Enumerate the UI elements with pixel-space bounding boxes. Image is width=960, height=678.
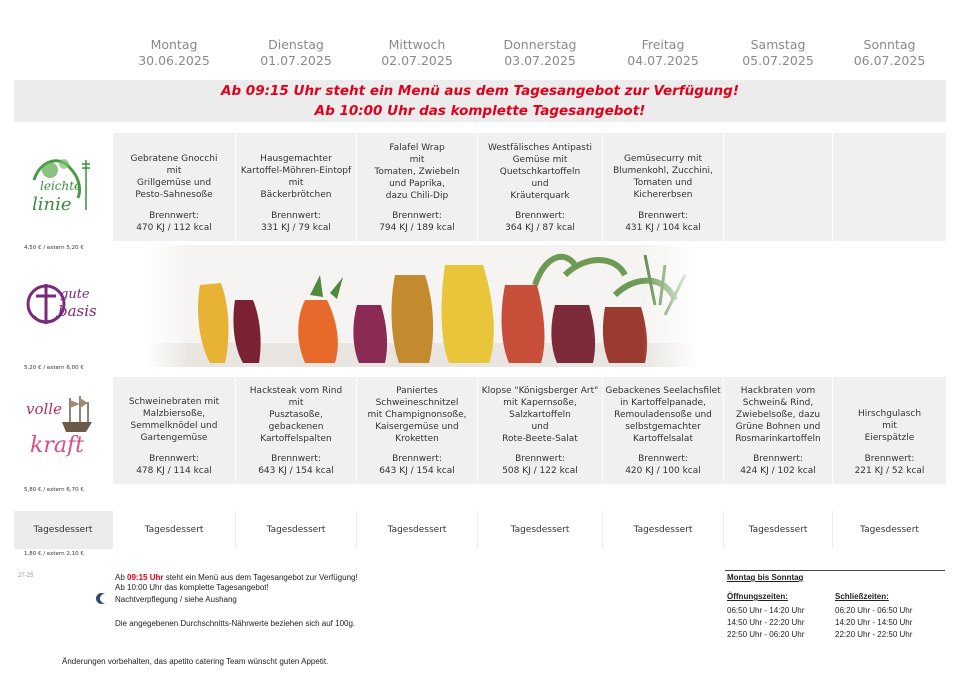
night-meal-note: Nachtverpflegung / siehe Aushang — [115, 595, 237, 604]
dessert-donnerstag: Tagesdessert — [478, 511, 602, 549]
logo-word-2: linie — [32, 194, 72, 215]
day-name: Donnerstag — [503, 37, 577, 52]
volle-kraft-donnerstag — [478, 377, 602, 484]
disclaimer: Änderungen vorbehalten, das apetito catering Team wünscht guten Appetit. — [62, 657, 329, 666]
dish-text: Hirschgulasch mit Eierspätzle — [857, 409, 922, 443]
closing-hours-2: 14:20 Uhr - 14:50 Uhr — [835, 618, 913, 627]
volle-kraft-montag — [113, 377, 235, 484]
hours-heading: Montag bis Sonntag — [727, 573, 804, 582]
energy-text: Brennwert: 470 KJ / 112 kcal — [136, 211, 212, 233]
price-gute-basis: 5,20 € / extern 6,00 € — [24, 365, 84, 371]
day-header-montag — [113, 37, 235, 69]
banner-line-1: Ab 09:15 Uhr steht ein Menü aus dem Tagesangebot zur Verfügung! — [221, 83, 739, 99]
footnote-2: Ab 10:00 Uhr das komplette Tagesangebot! — [115, 583, 269, 592]
day-date: 06.07.2025 — [853, 53, 926, 68]
leichte-linie-mittwoch — [357, 133, 477, 241]
opening-hours-2: 14:50 Uhr - 22:20 Uhr — [727, 618, 805, 627]
dessert-montag: Tagesdessert — [113, 511, 235, 549]
energy-text: Brennwert: 431 KJ / 104 kcal — [625, 211, 701, 233]
footnote-1-prefix: Ab — [115, 573, 128, 582]
day-header-samstag — [724, 37, 832, 69]
price-volle-kraft: 5,80 € / extern 6,70 € — [24, 487, 84, 493]
logo-word-1: volle — [26, 400, 62, 418]
dish-text: Klopse "Königsberger Art" mit Kapernsoße, Salzkartoffeln und Rote-Beete-Salat — [481, 386, 599, 444]
energy-text: Brennwert: 420 KJ / 100 kcal — [625, 454, 701, 476]
volle-kraft-dienstag — [236, 377, 356, 484]
day-header-sonntag — [833, 37, 946, 69]
day-header-freitag — [603, 37, 723, 69]
day-header-mittwoch — [357, 37, 477, 69]
availability-banner — [14, 80, 946, 122]
day-name: Mittwoch — [388, 37, 446, 52]
opening-hours-label: Öffnungszeiten: — [727, 592, 788, 601]
dish-text: Paniertes Schweineschnitzel mit Champignonsoße, Kaisergemüse und Kroketten — [367, 386, 467, 444]
opening-hours-3: 22:50 Uhr - 06:20 Uhr — [727, 630, 805, 639]
energy-text: Brennwert: 478 KJ / 114 kcal — [136, 454, 212, 476]
day-name: Sonntag — [863, 37, 916, 52]
dish-text: Gemüsecurry mit Blumenkohl, Zucchini, Tomaten und Kichererbsen — [613, 154, 713, 200]
energy-text: Brennwert: 331 KJ / 79 kcal — [261, 211, 331, 233]
closing-hours-1: 06:20 Uhr - 06:50 Uhr — [835, 606, 913, 615]
day-date: 05.07.2025 — [742, 53, 814, 68]
energy-text: Brennwert: 794 KJ / 189 kcal — [379, 211, 455, 233]
footnote-1 — [115, 573, 358, 582]
dish-text: Gebackenes Seelachsfilet in Kartoffelpanade, Remouladensoße und selbstgemachter Kartoffelsalat — [605, 386, 721, 444]
dish-text: Falafel Wrap mit Tomaten, Zwiebeln und Paprika, dazu Chili-Dip — [374, 143, 460, 201]
volle-kraft-freitag — [603, 377, 723, 484]
energy-text: Brennwert: 643 KJ / 154 kcal — [258, 454, 334, 476]
dish-text: Westfälisches Antipasti Gemüse mit Quetschkartoffeln und Kräuterquark — [487, 143, 593, 201]
dish-text: Hackbraten vom Schwein& Rind, Zwiebelsoße, dazu Grüne Bohnen und Rosmarinkartoffeln — [735, 386, 821, 444]
footnote-1-time: 09:15 Uhr — [127, 573, 164, 582]
dish-text: Gebratene Gnocchi mit Grillgemüse und Pesto-Sahnesoße — [130, 154, 218, 200]
footnote-1-suffix: steht ein Menü aus dem Tagesangebot zur Verfügung! — [163, 573, 358, 582]
closing-hours-label: Schließzeiten: — [835, 592, 889, 601]
leichte-linie-montag — [113, 133, 235, 241]
day-date: 03.07.2025 — [504, 53, 576, 68]
volle-kraft-logo — [22, 392, 102, 462]
vegetables-photo — [145, 245, 698, 367]
dish-text: Hausgemachter Kartoffel-Möhren-Eintopf mit Bäckerbrötchen — [240, 154, 352, 200]
leichte-linie-sonntag — [833, 133, 946, 241]
gute-basis-logo — [24, 272, 100, 334]
energy-text: Brennwert: 508 KJ / 122 kcal — [502, 454, 578, 476]
day-name: Samstag — [750, 37, 806, 52]
price-leichte-linie: 4,50 € / extern 5,20 € — [24, 245, 84, 251]
dish-text: Hacksteak vom Rind mit Pusztasoße, gebackenen Kartoffelspalten — [249, 386, 343, 444]
week-code: 27-25 — [18, 573, 34, 579]
dessert-row-label: Tagesdessert — [33, 525, 93, 535]
dessert-samstag: Tagesdessert — [724, 511, 832, 549]
energy-text: Brennwert: 424 KJ / 102 kcal — [740, 454, 816, 476]
energy-text: Brennwert: 643 KJ / 154 kcal — [379, 454, 455, 476]
day-header-donnerstag — [478, 37, 602, 69]
logo-word-1: leichte — [40, 179, 82, 193]
day-name: Dienstag — [268, 37, 324, 52]
nutrition-note: Die angegebenen Durchschnitts-Nährwerte beziehen sich auf 100g. — [115, 619, 356, 628]
day-header-dienstag — [236, 37, 356, 69]
leichte-linie-donnerstag — [478, 133, 602, 241]
dish-text: Schweinebraten mit Malzbiersoße, Semmelknödel und Gartengemüse — [128, 397, 220, 443]
leichte-linie-samstag — [724, 133, 832, 241]
day-name: Freitag — [641, 37, 685, 52]
day-name: Montag — [150, 37, 198, 52]
dessert-sonntag: Tagesdessert — [833, 511, 946, 549]
volle-kraft-mittwoch — [357, 377, 477, 484]
leichte-linie-logo — [20, 150, 100, 220]
leichte-linie-dienstag — [236, 133, 356, 241]
energy-text: Brennwert: 364 KJ / 87 kcal — [505, 211, 575, 233]
logo-word-2: basis — [58, 302, 97, 320]
volle-kraft-sonntag — [833, 377, 946, 484]
opening-hours-1: 06:50 Uhr - 14:20 Uhr — [727, 606, 805, 615]
hours-divider — [725, 570, 945, 571]
day-date: 01.07.2025 — [260, 53, 332, 68]
volle-kraft-samstag — [724, 377, 832, 484]
logo-word-1: gute — [60, 287, 90, 302]
price-dessert: 1,80 € / extern 2,10 € — [24, 551, 84, 557]
day-date: 04.07.2025 — [627, 53, 699, 68]
day-date: 02.07.2025 — [381, 53, 453, 68]
moon-icon — [96, 593, 107, 604]
dessert-mittwoch: Tagesdessert — [357, 511, 477, 549]
logo-word-2: kraft — [30, 433, 84, 458]
energy-text: Brennwert: 221 KJ / 52 kcal — [854, 454, 925, 476]
banner-line-2: Ab 10:00 Uhr das komplette Tagesangebot! — [314, 103, 646, 119]
closing-hours-3: 22:20 Uhr - 22:50 Uhr — [835, 630, 913, 639]
dessert-dienstag: Tagesdessert — [236, 511, 356, 549]
leichte-linie-freitag — [603, 133, 723, 241]
dessert-freitag: Tagesdessert — [603, 511, 723, 549]
day-date: 30.06.2025 — [138, 53, 210, 68]
